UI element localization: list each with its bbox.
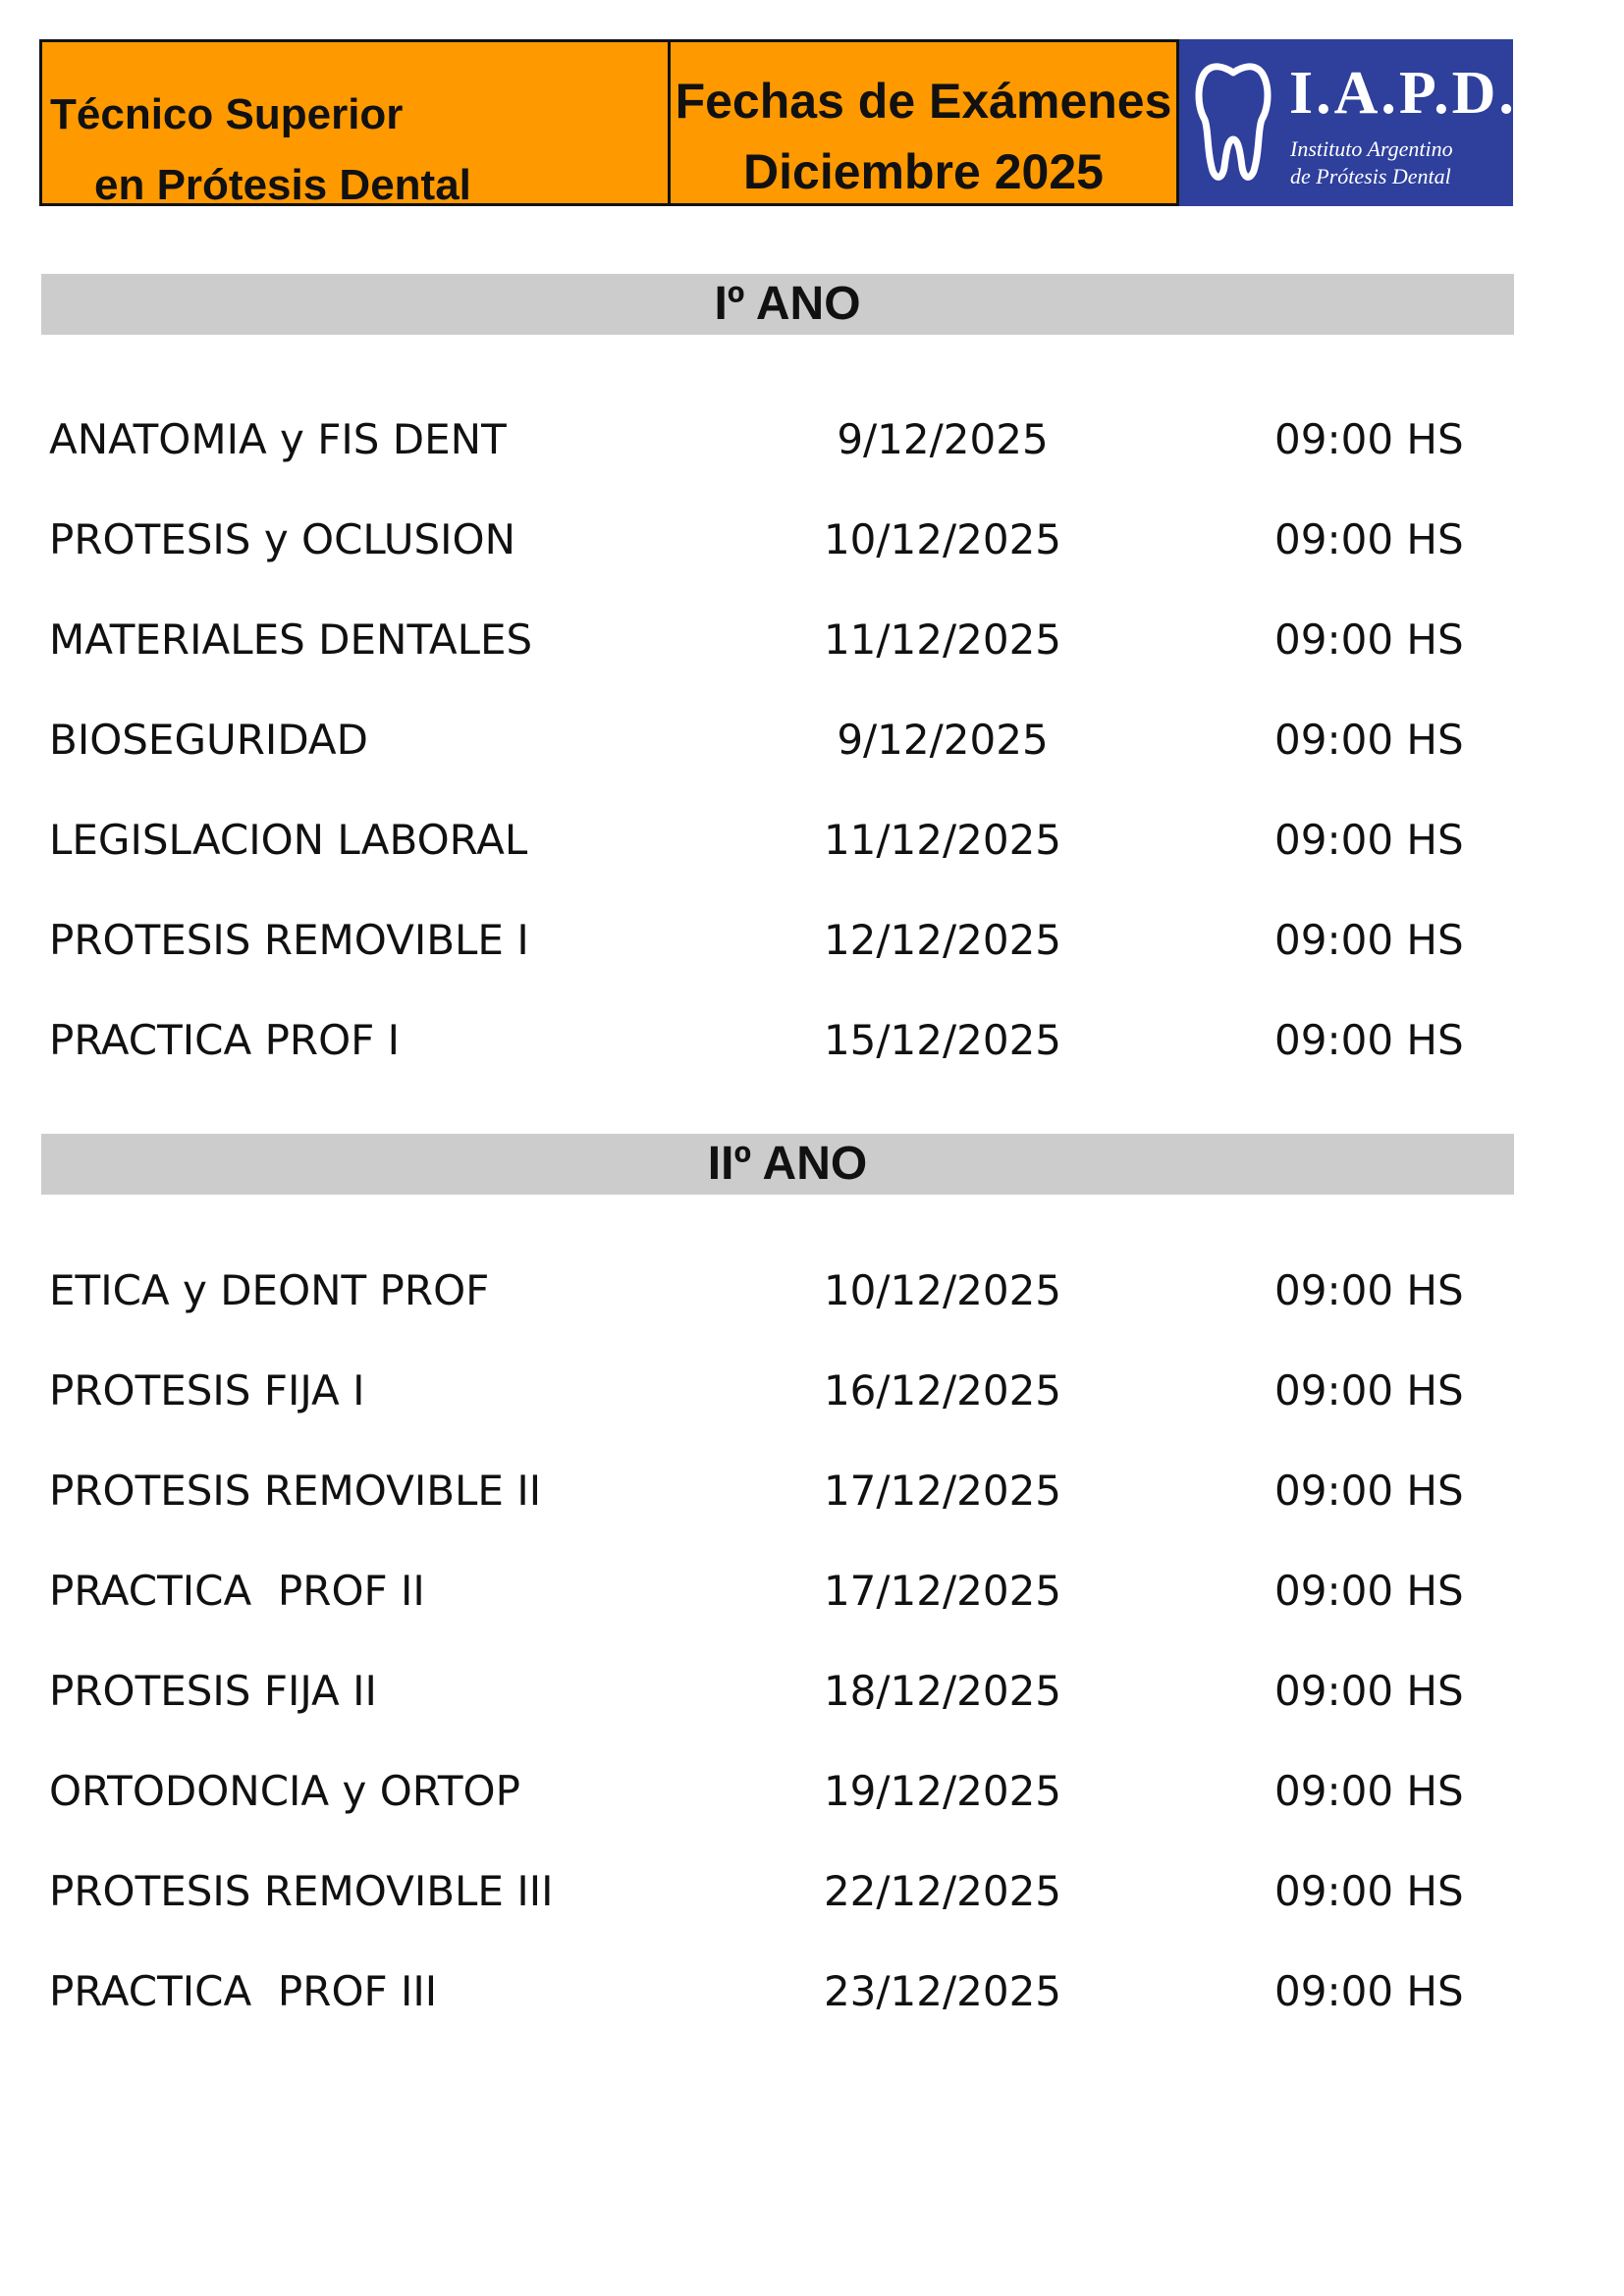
exam-subject: PROTESIS REMOVIBLE I bbox=[49, 916, 529, 964]
exam-subject: LEGISLACION LABORAL bbox=[49, 816, 528, 864]
exam-subject: PRACTICA PROF I bbox=[49, 1016, 401, 1064]
exam-subject: PRACTICA PROF III bbox=[49, 1967, 438, 2015]
exam-date: 16/12/2025 bbox=[823, 1366, 1062, 1415]
exam-time: 09:00 HS bbox=[1274, 1967, 1464, 2015]
exam-row bbox=[0, 510, 1624, 569]
exam-time: 09:00 HS bbox=[1274, 1567, 1464, 1615]
exam-dates-title-line2: Diciembre 2025 bbox=[743, 144, 1104, 199]
exam-subject: BIOSEGURIDAD bbox=[49, 716, 368, 764]
exam-row bbox=[0, 1462, 1624, 1521]
exam-date: 17/12/2025 bbox=[823, 1467, 1062, 1515]
logo-subtitle bbox=[1290, 135, 1453, 190]
exam-row bbox=[0, 611, 1624, 669]
program-title-line1: Técnico Superior bbox=[50, 90, 404, 138]
exam-date: 12/12/2025 bbox=[823, 916, 1062, 964]
exam-subject: MATERIALES DENTALES bbox=[49, 615, 533, 664]
exam-date: 22/12/2025 bbox=[823, 1867, 1062, 1915]
logo-brand: I.A.P.D. bbox=[1289, 60, 1517, 127]
exam-subject: PRACTICA PROF II bbox=[49, 1567, 425, 1615]
exam-subject: PROTESIS FIJA II bbox=[49, 1667, 377, 1715]
exam-time: 09:00 HS bbox=[1274, 515, 1464, 563]
exam-dates-title bbox=[668, 39, 1179, 206]
exam-date: 15/12/2025 bbox=[823, 1016, 1062, 1064]
exam-row bbox=[0, 1261, 1624, 1320]
program-title bbox=[39, 39, 668, 209]
exam-time: 09:00 HS bbox=[1274, 716, 1464, 764]
header bbox=[39, 39, 1517, 209]
exam-row bbox=[0, 1662, 1624, 1721]
section-header-year-2 bbox=[41, 1134, 1514, 1195]
exam-row bbox=[0, 1011, 1624, 1070]
exam-time: 09:00 HS bbox=[1274, 916, 1464, 964]
exam-dates-title-line1: Fechas de Exámenes bbox=[675, 74, 1172, 129]
iapd-logo bbox=[1179, 39, 1517, 206]
exam-time: 09:00 HS bbox=[1274, 1366, 1464, 1415]
exam-row bbox=[0, 1862, 1624, 1921]
program-title-line2: en Prótesis Dental bbox=[94, 161, 471, 209]
exam-row bbox=[0, 1362, 1624, 1420]
exam-row bbox=[0, 811, 1624, 870]
exam-time: 09:00 HS bbox=[1274, 1867, 1464, 1915]
exam-time: 09:00 HS bbox=[1274, 816, 1464, 864]
exam-date: 11/12/2025 bbox=[823, 615, 1062, 664]
exam-time: 09:00 HS bbox=[1274, 1016, 1464, 1064]
exam-date: 10/12/2025 bbox=[823, 1266, 1062, 1314]
section-title: IIº ANO bbox=[707, 1138, 868, 1190]
exam-subject: PROTESIS FIJA I bbox=[49, 1366, 365, 1415]
exam-time: 09:00 HS bbox=[1274, 1266, 1464, 1314]
exam-time: 09:00 HS bbox=[1274, 1767, 1464, 1815]
exam-date: 10/12/2025 bbox=[823, 515, 1062, 563]
exam-time: 09:00 HS bbox=[1274, 1467, 1464, 1515]
exam-time: 09:00 HS bbox=[1274, 615, 1464, 664]
exam-date: 19/12/2025 bbox=[823, 1767, 1062, 1815]
exam-date: 23/12/2025 bbox=[823, 1967, 1062, 2015]
exam-date: 9/12/2025 bbox=[837, 716, 1049, 764]
exam-date: 11/12/2025 bbox=[823, 816, 1062, 864]
exam-time: 09:00 HS bbox=[1274, 1667, 1464, 1715]
exam-row bbox=[0, 410, 1624, 469]
logo-subtitle-line2: de Prótesis Dental bbox=[1290, 164, 1451, 188]
exam-row bbox=[0, 711, 1624, 770]
exam-subject: ORTODONCIA y ORTOP bbox=[49, 1767, 520, 1815]
exam-subject: PROTESIS y OCLUSION bbox=[49, 515, 515, 563]
exam-subject: ANATOMIA y FIS DENT bbox=[49, 415, 507, 463]
exam-row bbox=[0, 1762, 1624, 1821]
logo-subtitle-line1: Instituto Argentino bbox=[1290, 136, 1453, 161]
section-title: Iº ANO bbox=[714, 278, 861, 330]
tooth-icon bbox=[1193, 57, 1273, 185]
exam-row bbox=[0, 911, 1624, 970]
exam-row bbox=[0, 1962, 1624, 2021]
exam-subject: PROTESIS REMOVIBLE II bbox=[49, 1467, 542, 1515]
exam-date: 17/12/2025 bbox=[823, 1567, 1062, 1615]
exam-time: 09:00 HS bbox=[1274, 415, 1464, 463]
exam-date: 18/12/2025 bbox=[823, 1667, 1062, 1715]
exam-subject: PROTESIS REMOVIBLE III bbox=[49, 1867, 554, 1915]
section-header-year-1 bbox=[41, 274, 1514, 335]
exam-date: 9/12/2025 bbox=[837, 415, 1049, 463]
exam-subject: ETICA y DEONT PROF bbox=[49, 1266, 490, 1314]
exam-row bbox=[0, 1562, 1624, 1621]
